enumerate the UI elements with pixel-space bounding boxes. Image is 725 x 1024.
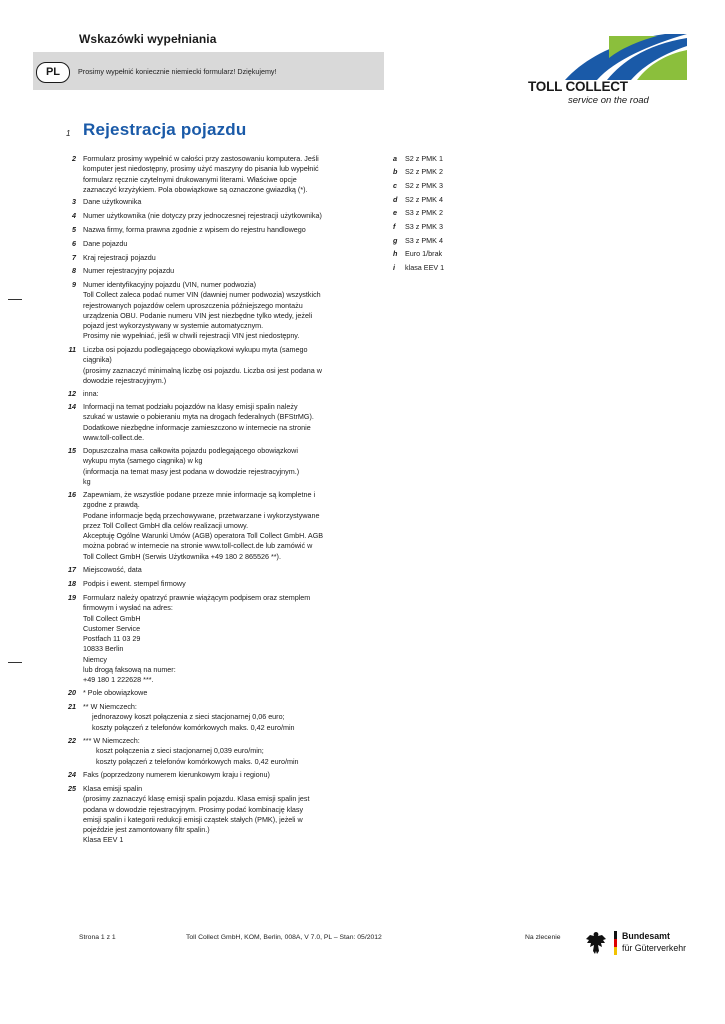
list-item: 20 * Pole obowiązkowe [60, 688, 365, 698]
emission-class-item: c S2 z PMK 3 [393, 181, 443, 190]
item-number: 19 [68, 593, 76, 602]
item-number: 7 [72, 253, 76, 262]
section-number: 1 [66, 129, 71, 138]
list-item: 9 Numer identyfikacyjny pojazdu (VIN, numer podwozia) Toll Collect zaleca podać numer VIN (dawniej numer podwozia) wszystkich rejestrowanych pojazdów celem uproszczenia późniejszego montażu urządzenia OBU. Podanie numeru VIN jest niezbędne tylko wtedy, jeżeli pojazd jest wykorzystywany w systemie automatycznym. Prosimy nie wypełniać, jeśli w chwili rejestracji VIN jest niedostępny. [60, 280, 365, 342]
logo-name: TOLL COLLECT [528, 79, 628, 94]
footer-on-behalf: Na zlecenie [525, 934, 561, 941]
list-item: 21 ** W Niemczech: jednorazowy koszt połączenia z sieci stacjonarnej 0,06 euro; koszty połączeń z telefonów komórkowych maks. 0,42 euro/min [60, 702, 365, 733]
german-flag-bar-icon [614, 931, 617, 955]
list-item: 22 *** W Niemczech: koszt połączenia z sieci stacjonarnej 0,039 euro/min; koszty połączeń z telefonów komórkowych maks. 0,42 euro/min [60, 736, 365, 767]
item-number: 8 [72, 266, 76, 275]
item-number: 17 [68, 565, 76, 574]
item-number: 20 [68, 688, 76, 697]
footer-page-number: Strona 1 z 1 [79, 934, 116, 941]
item-number: 2 [72, 154, 76, 163]
authority-name-line1: Bundesamt [622, 931, 670, 941]
list-item: 11 Liczba osi pojazdu podlegającego obowiązkowi wykupu myta (samego ciągnika) (prosimy zaznaczyć minimalną liczbę osi pojazdu. Liczba osi jest podana w dowodzie rejestracyjnym.) [60, 345, 365, 386]
emission-class-item: f S3 z PMK 3 [393, 222, 443, 231]
list-item: 12 inna: [60, 389, 365, 399]
item-number: 14 [68, 402, 76, 411]
item-number: 22 [68, 736, 76, 745]
list-item: 24 Faks (poprzedzony numerem kierunkowym kraju i regionu) [60, 770, 365, 780]
item-number: 11 [68, 345, 76, 354]
federal-eagle-icon [585, 930, 607, 956]
list-item: 16 Zapewniam, że wszystkie podane przeze mnie informacje są kompletne i zgodne z prawdą. Podane informacje będą przechowywane, przetwarzane i wykorzystywane przez Toll Collect GmbH dla celów realizacji umowy. Akceptuję Ogólne Warunki Umów (AGB) operatora Toll Collect GmbH. AGB można pobrać w internecie na stronie www.toll-collect.de lub zamówić w Toll Collect GmbH (Serwis Użytkownika +49 180 2 865526 **). [60, 490, 365, 562]
emission-class-item: a S2 z PMK 1 [393, 154, 443, 163]
list-item: 25 Klasa emisji spalin (prosimy zaznaczyć klasę emisji spalin pojazdu. Klasa emisji spalin jest podana w dowodzie rejestracyjnym. Prosimy podać kombinację klasy emisji spalin i kategorii redukcji emisji cząstek stałych (PMK), jeżeli w pojeździe jest zamontowany filtr spalin.) Klasa EEV 1 [60, 784, 365, 846]
list-item: 14 Informacji na temat podziału pojazdów na klasy emisji spalin należy szukać w ustawie o pobieraniu myta na drogach federalnych (BFStrMG). Dodatkowe niezbędne informacje zamieszczono w internecie na stronie www.toll-collect.de. [60, 402, 365, 443]
list-item: 18 Podpis i ewent. stempel firmowy [60, 579, 365, 589]
emission-class-item: d S2 z PMK 4 [393, 195, 443, 204]
item-number: 3 [72, 197, 76, 206]
toll-collect-logo-icon [525, 34, 687, 80]
item-number: 4 [72, 211, 76, 220]
emission-class-item: i klasa EEV 1 [393, 263, 445, 272]
item-number: 9 [72, 280, 76, 289]
item-number: 21 [68, 702, 76, 711]
item-number: 25 [68, 784, 76, 793]
emission-class-item: g S3 z PMK 4 [393, 236, 443, 245]
list-item: 15 Dopuszczalna masa całkowita pojazdu podlegającego obowiązkowi wykupu myta (samego ciągnika) w kg (informacja na temat masy jest podana w dowodzie rejestracyjnym.) kg [60, 446, 365, 487]
page-header-title: Wskazówki wypełniania [79, 32, 217, 46]
authority-name-line2: für Güterverkehr [622, 943, 687, 953]
notice-text: Prosimy wypełnić koniecznie niemiecki formularz! Dziękujemy! [78, 67, 277, 76]
list-item: 4 Numer użytkownika (nie dotyczy przy jednoczesnej rejestracji użytkownika) [60, 211, 365, 221]
footer-doc-info: Toll Collect GmbH, KOM, Berlin, 008A, V 7.0, PL – Stan: 05/2012 [186, 934, 382, 941]
logo-tagline: service on the road [568, 95, 649, 106]
item-number: 15 [68, 446, 76, 455]
item-number: 12 [68, 389, 76, 398]
item-number: 16 [68, 490, 76, 499]
list-item: 17 Miejscowość, data [60, 565, 365, 575]
list-item: 6 Dane pojazdu [60, 239, 365, 249]
emission-class-item: e S3 z PMK 2 [393, 208, 443, 217]
page-title: Rejestracja pojazdu [83, 120, 247, 139]
list-item: 7 Kraj rejestracji pojazdu [60, 253, 365, 263]
item-number: 24 [68, 770, 76, 779]
item-number: 6 [72, 239, 76, 248]
item-number: 5 [72, 225, 76, 234]
fold-mark-bottom [8, 662, 22, 663]
emission-class-item: h Euro 1/brak [393, 249, 443, 258]
fold-mark-top [8, 299, 22, 300]
emission-class-item: b S2 z PMK 2 [393, 167, 443, 176]
list-item: 2 Formularz prosimy wypełnić w całości przy zastosowaniu komputera. Jeśli komputer jest niedostępny, prosimy użyć maszyny do pisania lub wypełnić formularz ręcznie czytelnymi drukowanymi literami. Właściwe opcje zaznaczyć krzyżykiem. Pola obowiązkowe są oznaczone gwiazdką (*). [60, 154, 365, 195]
list-item: 3 Dane użytkownika [60, 197, 365, 207]
list-item: 8 Numer rejestracyjny pojazdu [60, 266, 365, 276]
item-number: 18 [68, 579, 76, 588]
language-badge: PL [36, 62, 70, 83]
list-item: 5 Nazwa firmy, forma prawna zgodnie z wpisem do rejestru handlowego [60, 225, 365, 235]
list-item: 19 Formularz należy opatrzyć prawnie wiążącym podpisem oraz stemplem firmowym i wysłać na adres: Toll Collect GmbH Customer Service Postfach 11 03 29 10833 Berlin Niemcy lub drogą faksową na numer: +49 180 1 222628 ***. [60, 593, 365, 686]
